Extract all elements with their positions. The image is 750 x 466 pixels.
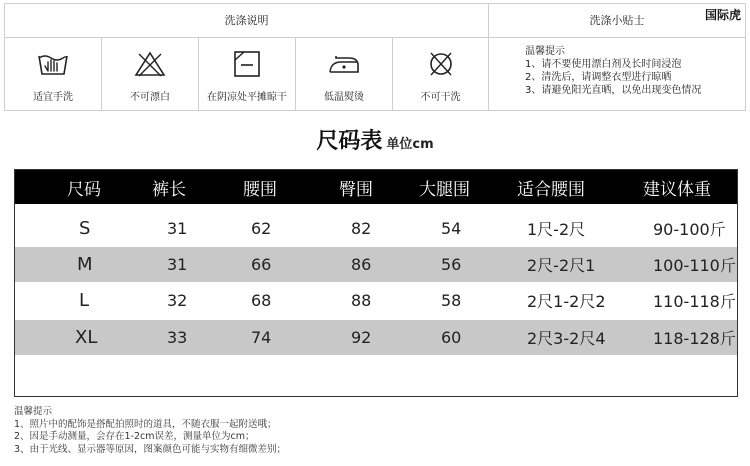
care-item-no-dry-clean (393, 38, 489, 110)
column-header: 裤长 (152, 179, 186, 200)
table-header-row (15, 170, 738, 204)
table-cell: 54 (441, 219, 462, 238)
table-cell: 118-128斤 (653, 329, 736, 348)
column-header: 臀围 (339, 179, 373, 200)
no-dry-clean-icon (424, 50, 458, 78)
table-row (15, 247, 738, 282)
care-item-hand-wash (5, 38, 102, 110)
care-label: 在阴凉处平摊晾干 (207, 92, 287, 103)
table-cell: 62 (251, 219, 272, 238)
table-cell: 2尺1-2尺2 (527, 292, 606, 311)
table-cell: 86 (351, 255, 372, 274)
table-cell: 66 (251, 255, 272, 274)
column-header: 腰围 (243, 179, 277, 200)
care-instructions-panel (4, 3, 746, 111)
table-cell: 1尺-2尺 (527, 220, 586, 239)
table-row (15, 283, 738, 318)
dry-flat-shade-icon (230, 50, 264, 78)
table-cell: 58 (441, 291, 462, 310)
column-header: 适合腰围 (517, 179, 585, 200)
size-table (14, 169, 738, 397)
table-cell: 68 (251, 291, 272, 310)
footnote-item: 2、因是手动测量，会存在1-2cm误差，测量单位为cm； (14, 431, 255, 442)
hand-wash-icon (36, 50, 70, 78)
footnote-heading: 温馨提示 (14, 406, 53, 417)
table-row (15, 320, 738, 355)
size-cell: S (79, 218, 91, 239)
column-header: 大腿围 (419, 179, 470, 200)
column-header: 建议体重 (643, 179, 711, 200)
no-bleach-icon (133, 50, 167, 78)
care-item-dry-flat (199, 38, 296, 110)
table-cell: 32 (167, 291, 188, 310)
tips-heading: 温馨提示 (525, 46, 565, 57)
table-cell: 31 (167, 219, 188, 238)
size-cell: M (77, 254, 93, 275)
table-cell: 82 (351, 219, 372, 238)
care-title: 洗涤说明 (5, 4, 489, 38)
care-item-low-iron (296, 38, 393, 110)
table-row (15, 211, 738, 246)
table-cell: 100-110斤 (653, 256, 736, 275)
footnote-item: 3、由于光线、显示器等原因，图案颜色可能与实物有细微差别； (14, 443, 287, 455)
care-label: 适宜手洗 (33, 92, 73, 103)
footnote (14, 406, 286, 456)
brand-logo: 国际虎 (704, 8, 741, 22)
table-cell: 90-100斤 (653, 220, 726, 239)
low-iron-icon (327, 50, 361, 78)
table-cell: 74 (251, 328, 272, 347)
size-cell: XL (75, 327, 98, 348)
table-cell: 2尺3-2尺4 (527, 329, 606, 348)
table-cell: 56 (441, 255, 462, 274)
size-chart-unit: 单位cm (386, 137, 434, 152)
care-label: 低温熨烫 (324, 92, 364, 103)
table-cell: 92 (351, 328, 372, 347)
table-cell: 31 (167, 255, 188, 274)
size-cell: L (79, 290, 90, 311)
care-label: 不可干洗 (420, 92, 461, 103)
size-chart-title (0, 124, 750, 155)
care-label: 不可漂白 (130, 92, 170, 103)
table-cell: 60 (441, 328, 462, 347)
tips-title-text: 洗涤小贴士 (589, 14, 645, 27)
table-cell: 33 (167, 328, 188, 347)
footnote-item: 1、照片中的配饰是搭配拍照时的道具，不随衣服一起附送哦； (14, 418, 277, 430)
wash-tips (525, 45, 701, 97)
table-cell: 88 (351, 291, 372, 310)
tip-item: 2、清洗后，请调整衣型进行晾晒 (525, 72, 672, 83)
size-chart-heading: 尺码表 (316, 129, 383, 154)
table-cell: 110-118斤 (653, 292, 736, 311)
column-header: 尺码 (67, 179, 101, 200)
tip-item: 1、请不要使用漂白剂及长时间浸泡 (525, 59, 682, 70)
tip-item: 3、请避免阳光直晒，以免出现变色情况 (525, 85, 702, 96)
table-cell: 2尺-2尺1 (527, 256, 596, 275)
care-item-no-bleach (102, 38, 199, 110)
